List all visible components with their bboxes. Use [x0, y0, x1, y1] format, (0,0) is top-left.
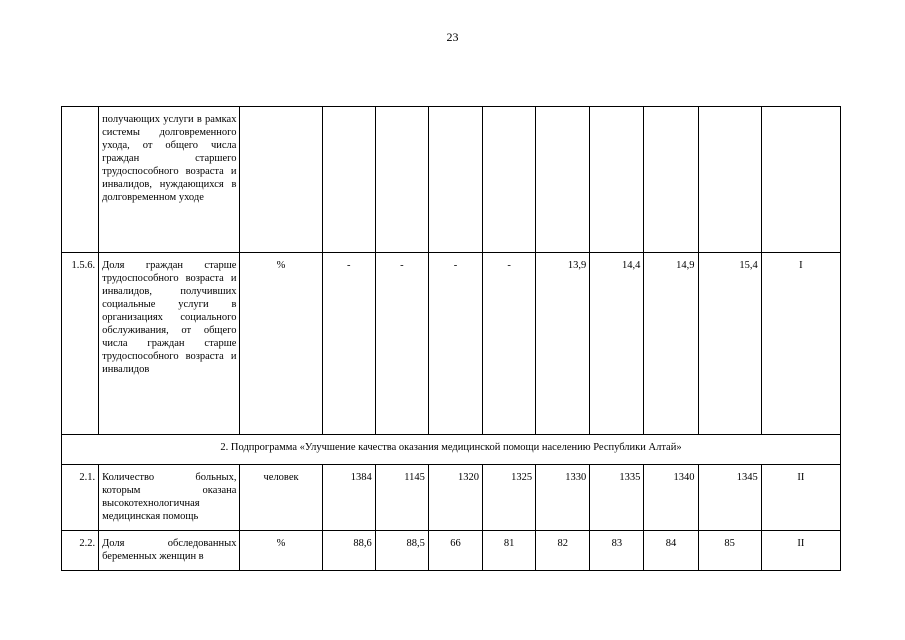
indicator-name: получающих услуги в рамках системы долговременного ухода, от общего числа граждан старшего трудоспособного возраста и инвалидов, нуждающихся в долговременном уходе [99, 107, 240, 253]
value-cell: 85 [698, 531, 761, 571]
value-cell: 1325 [483, 465, 536, 531]
value-cell: 83 [590, 531, 644, 571]
value-cell [322, 107, 375, 253]
value-cell: 1340 [644, 465, 698, 531]
indicator-name: Доля обследованных беременных женщин в [99, 531, 240, 571]
value-cell [536, 107, 590, 253]
value-cell: - [483, 253, 536, 435]
value-cell [483, 107, 536, 253]
row-number [62, 107, 99, 253]
value-cell: 1345 [698, 465, 761, 531]
value-cell: 82 [536, 531, 590, 571]
value-cell: 15,4 [698, 253, 761, 435]
value-cell: 84 [644, 531, 698, 571]
value-cell: 1320 [428, 465, 482, 531]
value-cell: 14,9 [644, 253, 698, 435]
value-cell: 81 [483, 531, 536, 571]
unit-cell: человек [240, 465, 322, 531]
row-number: 2.1. [62, 465, 99, 531]
table-row [62, 465, 841, 531]
table-row [62, 107, 841, 253]
value-cell: 1384 [322, 465, 375, 531]
value-cell: 1330 [536, 465, 590, 531]
value-cell: 14,4 [590, 253, 644, 435]
unit-cell: % [240, 531, 322, 571]
value-cell: - [375, 253, 428, 435]
indicator-name: Количество больных, которым оказана высокотехнологичная медицинская помощь [99, 465, 240, 531]
value-cell: 66 [428, 531, 482, 571]
section-row [62, 435, 841, 465]
row-number: 1.5.6. [62, 253, 99, 435]
unit-cell [240, 107, 322, 253]
section-title: 2. Подпрограмма «Улучшение качества оказания медицинской помощи населению Республики Алтай» [62, 435, 841, 465]
row-number: 2.2. [62, 531, 99, 571]
value-cell: - [428, 253, 482, 435]
value-cell: 88,5 [375, 531, 428, 571]
level-cell [761, 107, 840, 253]
level-cell: II [761, 465, 840, 531]
value-cell: 1335 [590, 465, 644, 531]
value-cell [644, 107, 698, 253]
value-cell [590, 107, 644, 253]
value-cell: 88,6 [322, 531, 375, 571]
level-cell: II [761, 531, 840, 571]
value-cell [375, 107, 428, 253]
value-cell: 1145 [375, 465, 428, 531]
table-row [62, 253, 841, 435]
value-cell [698, 107, 761, 253]
unit-cell: % [240, 253, 322, 435]
value-cell [428, 107, 482, 253]
table-row [62, 531, 841, 571]
page-number: 23 [446, 30, 459, 44]
indicators-table [61, 106, 841, 571]
level-cell: I [761, 253, 840, 435]
value-cell: - [322, 253, 375, 435]
value-cell: 13,9 [536, 253, 590, 435]
indicator-name: Доля граждан старше трудоспособного возраста и инвалидов, получивших социальные услуги в организациях социального обслуживания, от общего числа граждан старше трудоспособного возраста и инвалидов [99, 253, 240, 435]
